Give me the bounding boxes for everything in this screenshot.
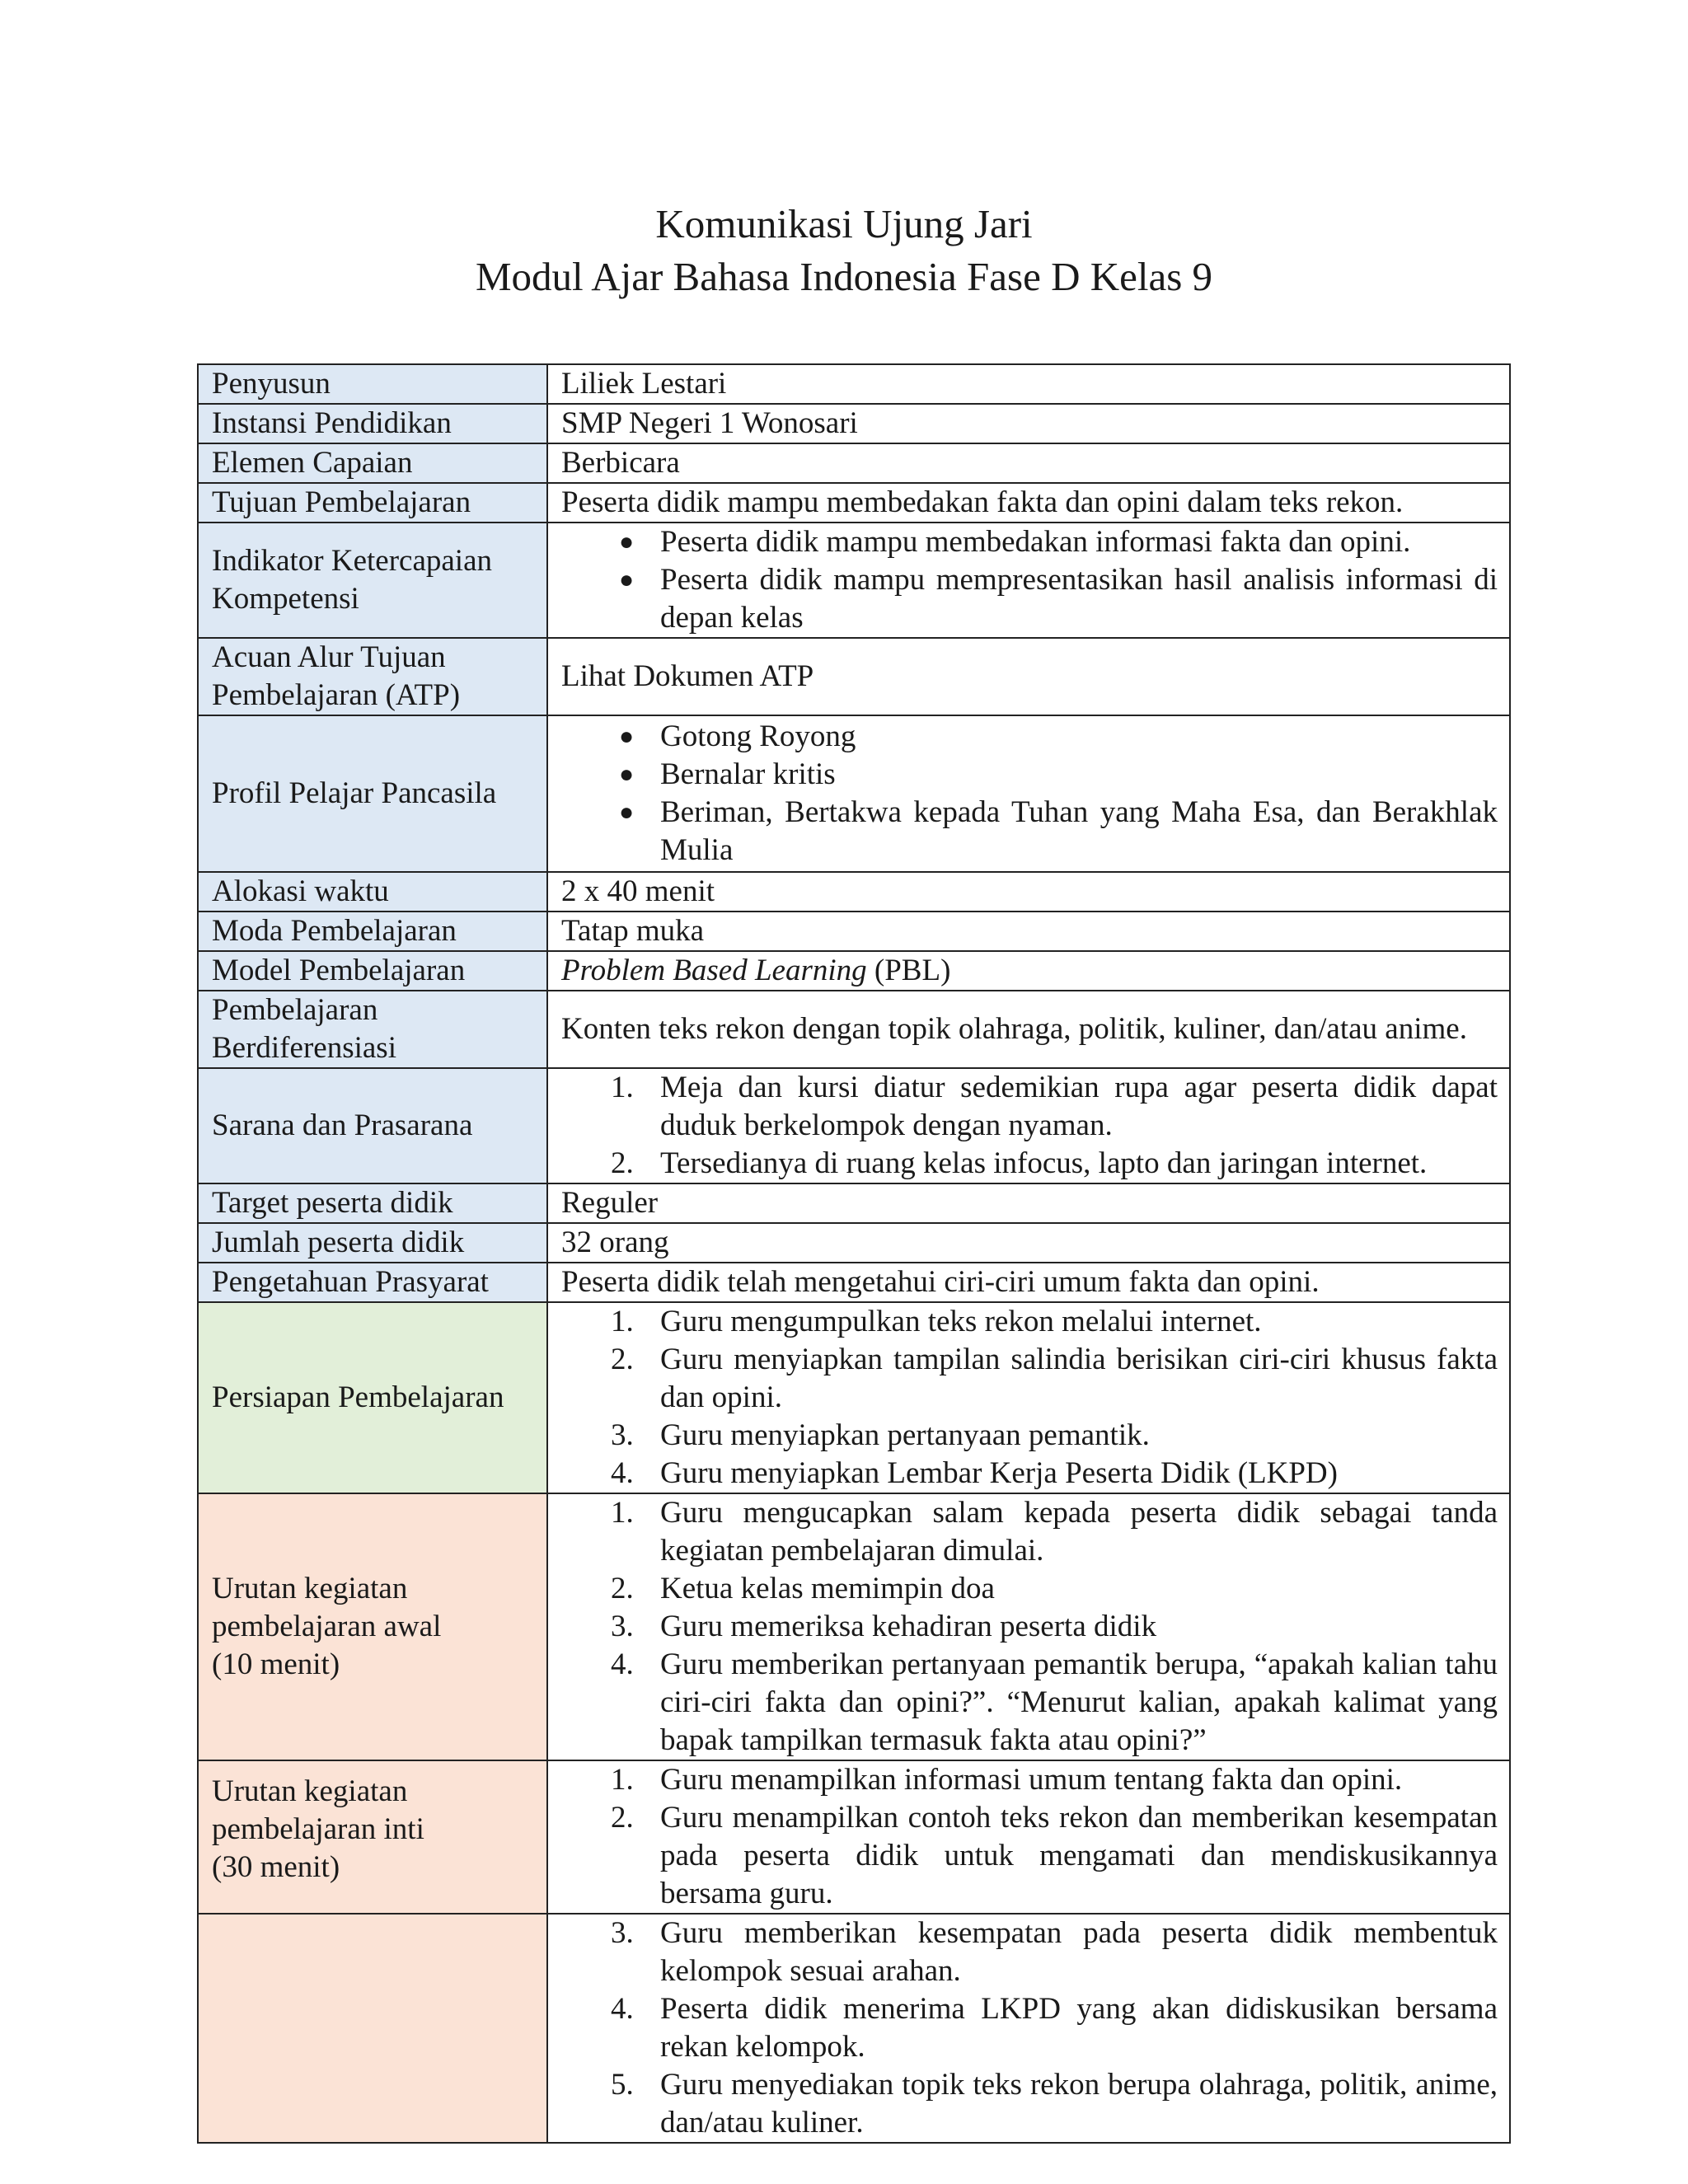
table-row [198,1914,1510,2143]
row-label-prasyarat: Pengetahuan Prasyarat [198,1263,547,1302]
list-item: 4. Guru memberikan pertanyaan pemantik berupa, “apakah kalian tahu ciri-ciri fakta dan opini?”. “Menurut kalian, apakah kalimat yang bapak tampilkan termasuk fakta atau opini?” [611,1647,1498,1757]
inti-list [561,1761,1498,1913]
table-row [198,483,1510,523]
row-value-alokasi: 2 x 40 menit [547,872,1510,912]
persiapan-list [561,1303,1498,1493]
row-value-acuan: Lihat Dokumen ATP [547,638,1510,715]
table-row [198,912,1510,951]
awal-label-line-1: Urutan kegiatan [212,1572,408,1605]
row-value-instansi: SMP Negeri 1 Wonosari [547,404,1510,443]
row-value-persiapan [547,1302,1510,1493]
table-row [198,1068,1510,1183]
row-label-instansi: Instansi Pendidikan [198,404,547,443]
row-value-inti [547,1760,1510,1914]
row-label-target: Target peserta didik [198,1183,547,1223]
awal-list [561,1494,1498,1760]
table-row [198,443,1510,483]
list-item: 3. Guru menyiapkan pertanyaan pemantik. [611,1418,1150,1452]
row-label-awal [198,1493,547,1760]
row-label-diferensiasi: Pembelajaran Berdiferensiasi [198,991,547,1068]
list-item: 2. Guru menyiapkan tampilan salindia berisikan ciri-ciri khusus fakta dan opini. [611,1343,1498,1414]
list-item: 2. Tersedianya di ruang kelas infocus, lapto dan jaringan internet. [611,1146,1428,1180]
table-row [198,715,1510,872]
table-row [198,991,1510,1068]
row-label-profil: Profil Pelajar Pancasila [198,715,547,872]
row-value-diferensiasi: Konten teks rekon dengan topik olahraga, politik, kuliner, dan/atau anime. [547,991,1510,1068]
list-item: ● Bernalar kritis [561,756,1498,794]
list-item: 1. Meja dan kursi diatur sedemikian rupa agar peserta didik dapat duduk berkelompok dengan nyaman. [611,1071,1498,1142]
row-label-model: Model Pembelajaran [198,951,547,991]
document-title [0,198,1688,303]
table-row [198,1263,1510,1302]
table-row [198,1223,1510,1263]
list-item: ● Beriman, Bertakwa kepada Tuhan yang Maha Esa, dan Berakhlak Mulia [619,795,1498,867]
model-italic: Problem Based Learning [561,954,867,987]
row-value-sarana [547,1068,1510,1183]
table-row [198,1493,1510,1760]
row-value-jumlah: 32 orang [547,1223,1510,1263]
list-item: ● Peserta didik mampu mempresentasikan hasil analisis informasi di depan kelas [619,563,1498,635]
row-value-elemen: Berbicara [547,443,1510,483]
table-row [198,1760,1510,1914]
inti-label-line-3: (30 menit) [212,1850,340,1884]
row-label-acuan: Acuan Alur Tujuan Pembelajaran (ATP) [198,638,547,715]
inti-label-line-2: pembelajaran inti [212,1812,424,1846]
row-label-moda: Moda Pembelajaran [198,912,547,951]
list-item: 5. Guru menyediakan topik teks rekon berupa olahraga, politik, anime, dan/atau kuliner. [611,2068,1498,2139]
table-row [198,638,1510,715]
list-item: 1. Guru menampilkan informasi umum tentang fakta dan opini. [611,1763,1403,1797]
bullet-icon: ● [619,528,635,555]
row-value-lanjutan [547,1914,1510,2143]
list-item: ● Peserta didik mampu membedakan informasi fakta dan opini. [561,523,1498,561]
row-value-tujuan: Peserta didik mampu membedakan fakta dan opini dalam teks rekon. [547,483,1510,523]
row-value-model [547,951,1510,991]
table-row [198,523,1510,638]
bullet-icon: ● [619,723,635,750]
row-label-indikator: Indikator Ketercapaian Kompetensi [198,523,547,638]
row-label-elemen: Elemen Capaian [198,443,547,483]
list-item: 2. Ketua kelas memimpin doa [611,1572,995,1605]
row-value-profil [547,715,1510,872]
row-value-target: Reguler [547,1183,1510,1223]
bullet-icon: ● [619,566,635,593]
row-value-moda: Tatap muka [547,912,1510,951]
row-label-penyusun: Penyusun [198,364,547,404]
list-item: 1. Guru mengucapkan salam kepada peserta didik sebagai tanda kegiatan pembelajaran dimulai. [611,1496,1498,1568]
table-row [198,1302,1510,1493]
row-value-prasyarat: Peserta didik telah mengetahui ciri-ciri umum fakta dan opini. [547,1263,1510,1302]
awal-label-line-2: pembelajaran awal [212,1610,442,1643]
list-item: 3. Guru memeriksa kehadiran peserta didik [611,1610,1157,1643]
row-value-penyusun: Liliek Lestari [547,364,1510,404]
table-row [198,404,1510,443]
row-value-indikator [547,523,1510,638]
table-row [198,872,1510,912]
lanjutan-list [561,1915,1498,2142]
row-label-alokasi: Alokasi waktu [198,872,547,912]
row-label-sarana: Sarana dan Prasarana [198,1068,547,1183]
row-value-awal [547,1493,1510,1760]
module-table [197,363,1511,2144]
list-item: 4. Guru menyiapkan Lembar Kerja Peserta Didik (LKPD) [611,1456,1338,1490]
row-label-persiapan: Persiapan Pembelajaran [198,1302,547,1493]
profil-list [561,718,1498,869]
row-label-tujuan: Tujuan Pembelajaran [198,483,547,523]
table-row [198,951,1510,991]
list-item: 4. Peserta didik menerima LKPD yang akan didiskusikan bersama rekan kelompok. [611,1992,1498,2064]
row-label-lanjutan [198,1914,547,2143]
title-line-1: Komunikasi Ujung Jari [655,201,1033,246]
title-line-2: Modul Ajar Bahasa Indonesia Fase D Kelas 9 [475,254,1213,299]
bullet-icon: ● [619,799,635,826]
list-item: 3. Guru memberikan kesempatan pada peserta didik membentuk kelompok sesuai arahan. [611,1916,1498,1988]
list-item: 2. Guru menampilkan contoh teks rekon dan memberikan kesempatan pada peserta didik untuk mengamati dan mendiskusikannya bersama guru. [611,1801,1498,1910]
sarana-list [561,1069,1498,1183]
row-label-inti [198,1760,547,1914]
row-label-jumlah: Jumlah peserta didik [198,1223,547,1263]
inti-label-line-1: Urutan kegiatan [212,1774,408,1808]
bullet-icon: ● [619,761,635,788]
indikator-list [561,523,1498,637]
list-item: 1. Guru mengumpulkan teks rekon melalui internet. [611,1305,1262,1338]
awal-label-line-3: (10 menit) [212,1647,340,1681]
table-row [198,1183,1510,1223]
table-row [198,364,1510,404]
model-rest: (PBL) [866,954,951,987]
list-item: ● Gotong Royong [561,718,1498,756]
